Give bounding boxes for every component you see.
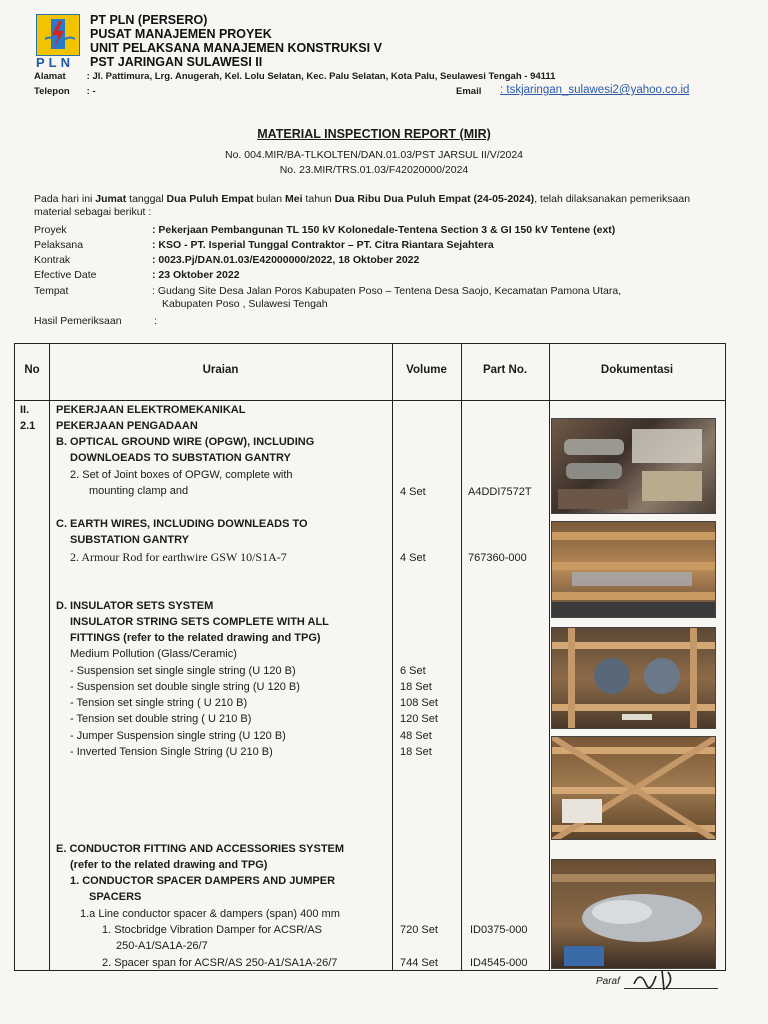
field-label: Hasil Pemeriksaan (34, 315, 122, 327)
item-part-no: 767360-000 (468, 552, 527, 564)
photo-insulator-sets-2 (551, 736, 716, 840)
field-value: : Pekerjaan Pembangunan TL 150 kV Kolonedale-Tentena Section 3 & GI 150 kV Tentene (ext) (152, 224, 616, 236)
reference-number-1: No. 004.MIR/BA-TLKOLTEN/DAN.01.03/PST JARSUL II/V/2024 (224, 149, 523, 161)
photo-opgw-joint-boxes (551, 418, 716, 514)
item-description: - Suspension set single single string (U 120 B) (70, 665, 296, 677)
field-label: Efective Date (34, 269, 97, 281)
header-no: No (24, 364, 40, 376)
reference-number-2: No. 23.MIR/TRS.01.03/F42020000/2024 (279, 164, 469, 176)
photo-armour-rod (551, 521, 716, 618)
field-label: Proyek (34, 224, 67, 236)
group-title: E. CONDUCTOR FITTING AND ACCESSORIES SYSTEM (56, 843, 345, 855)
item-description: 2. Armour Rod for earthwire GSW 10/S1A-7 (70, 550, 287, 564)
row-number: 2.1 (20, 420, 36, 432)
intro-text: tahun (302, 193, 335, 205)
col-divider (461, 344, 462, 970)
pln-logo (36, 14, 80, 56)
item-volume: 108 Set (400, 697, 438, 709)
item-volume: 120 Set (400, 713, 438, 725)
group-subtitle: SPACERS (89, 891, 142, 903)
org-line: UNIT PELAKSANA MANAJEMEN KONSTRUKSI V (90, 41, 382, 55)
item-volume: 720 Set (400, 924, 438, 936)
item-description: - Tension set single string ( U 210 B) (70, 697, 248, 709)
col-divider (392, 344, 393, 970)
intro-year: Dua Ribu Dua Puluh Empat (24-05-2024) (334, 193, 535, 205)
photo-insulator-sets-1 (551, 627, 716, 729)
letterhead-org (90, 13, 382, 69)
field-value: : 23 Oktober 2022 (152, 269, 240, 281)
col-divider (549, 344, 550, 970)
group-subtitle: Medium Pollution (Glass/Ceramic) (70, 648, 237, 660)
header-divider (15, 400, 725, 401)
header-uraian: Uraian (202, 364, 239, 376)
field-value: Kabupaten Poso , Sulawesi Tengah (162, 298, 328, 310)
item-description: - Suspension set double single string (U 120 B) (70, 681, 300, 693)
group-title: B. OPTICAL GROUND WIRE (OPGW), INCLUDING (56, 436, 315, 448)
address-label: Alamat (34, 71, 66, 82)
item-description: mounting clamp and (89, 485, 189, 497)
intro-text: Pada hari ini (34, 193, 96, 205)
org-line: PUSAT MANAJEMEN PROYEK (90, 27, 272, 41)
group-subtitle: 1.a Line conductor spacer & dampers (span) 400 mm (80, 908, 340, 920)
group-title: FITTINGS (refer to the related drawing and TPG) (70, 632, 321, 644)
intro-day: Jumat (95, 193, 127, 205)
intro-text: bulan (253, 193, 285, 205)
group-title: SUBSTATION GANTRY (70, 534, 189, 546)
group-title: INSULATOR STRING SETS COMPLETE WITH ALL (70, 616, 329, 628)
item-description: 250-A1/SA1A-26/7 (116, 940, 208, 952)
item-volume: 18 Set (400, 746, 432, 758)
item-part-no: ID4545-000 (470, 957, 528, 969)
org-line: PT PLN (PERSERO) (90, 13, 208, 27)
item-description: 2. Set of Joint boxes of OPGW, complete with (70, 469, 293, 481)
item-description: - Inverted Tension Single String (U 210 B) (70, 746, 273, 758)
photo-conductor-dampers (551, 859, 716, 969)
item-volume: 744 Set (400, 957, 438, 969)
item-part-no: A4DDI7572T (468, 486, 532, 498)
address-row (34, 71, 555, 82)
field-value: : Gudang Site Desa Jalan Poros Kabupaten Poso – Tentena Desa Saojo, Kecamatan Pamona Utara, (152, 285, 622, 297)
phone-label: Telepon (34, 86, 70, 97)
intro-month: Mei (285, 193, 303, 205)
item-description: - Tension set double string ( U 210 B) (70, 713, 252, 725)
intro-paragraph (34, 193, 724, 219)
field-value: : (154, 315, 157, 327)
col-divider (49, 344, 50, 970)
field-label: Kontrak (34, 254, 71, 266)
intro-text: tanggal (126, 193, 167, 205)
email-link[interactable]: : tskjaringan_sulawesi2@yahoo.co.id (500, 84, 690, 96)
address-value: : Jl. Pattimura, Lrg. Anugerah, Kel. Lolu Selatan, Kec. Palu Selatan, Kota Palu, Seulawesi Tengah - 94111 (86, 71, 556, 82)
section-heading: PEKERJAAN ELEKTROMEKANIKAL (56, 404, 246, 416)
field-value: : KSO - PT. Isperial Tunggal Contraktor – PT. Citra Riantara Sejahtera (152, 239, 494, 251)
group-subtitle: 1. CONDUCTOR SPACER DAMPERS AND JUMPER (70, 875, 336, 887)
item-volume: 4 Set (400, 486, 426, 498)
header-part-no: Part No. (482, 364, 528, 376)
item-description: 1. Stocbridge Vibration Damper for ACSR/AS (102, 924, 322, 936)
field-value: : 0023.Pj/DAN.01.03/E42000000/2022, 18 Oktober 2022 (152, 254, 420, 266)
item-description: - Jumper Suspension single string (U 120 B) (70, 730, 286, 742)
group-title: (refer to the related drawing and TPG) (70, 859, 268, 871)
item-description: 2. Spacer span for ACSR/AS 250-A1/SA1A-26/7 (102, 957, 338, 969)
field-label: Pelaksana (34, 239, 84, 251)
report-title: MATERIAL INSPECTION REPORT (MIR) (257, 127, 491, 141)
item-volume: 18 Set (400, 681, 432, 693)
logo-text: PLN (36, 55, 74, 70)
phone-value: : - (86, 86, 96, 97)
item-volume: 6 Set (400, 665, 426, 677)
phone-row (34, 86, 96, 97)
field-label: Tempat (34, 285, 69, 297)
header-dokumentasi: Dokumentasi (600, 364, 674, 376)
item-part-no: ID0375-000 (470, 924, 528, 936)
paraf-line (624, 988, 718, 989)
header-volume: Volume (406, 364, 447, 376)
email-label: Email (456, 86, 482, 97)
item-volume: 4 Set (400, 552, 426, 564)
item-volume: 48 Set (400, 730, 432, 742)
intro-text: , telah dilaksanakan pemeriksaan material sebagai berikut : (34, 193, 691, 218)
group-title: DOWNLOEADS TO SUBSTATION GANTRY (70, 452, 291, 464)
paraf-label: Paraf (596, 976, 620, 987)
intro-date: Dua Puluh Empat (166, 193, 254, 205)
row-number: II. (20, 404, 30, 416)
section-heading: PEKERJAAN PENGADAAN (56, 420, 198, 432)
org-line: PST JARINGAN SULAWESI II (90, 55, 263, 69)
group-title: C. EARTH WIRES, INCLUDING DOWNLEADS TO (56, 518, 308, 530)
group-title: D. INSULATOR SETS SYSTEM (56, 600, 214, 612)
